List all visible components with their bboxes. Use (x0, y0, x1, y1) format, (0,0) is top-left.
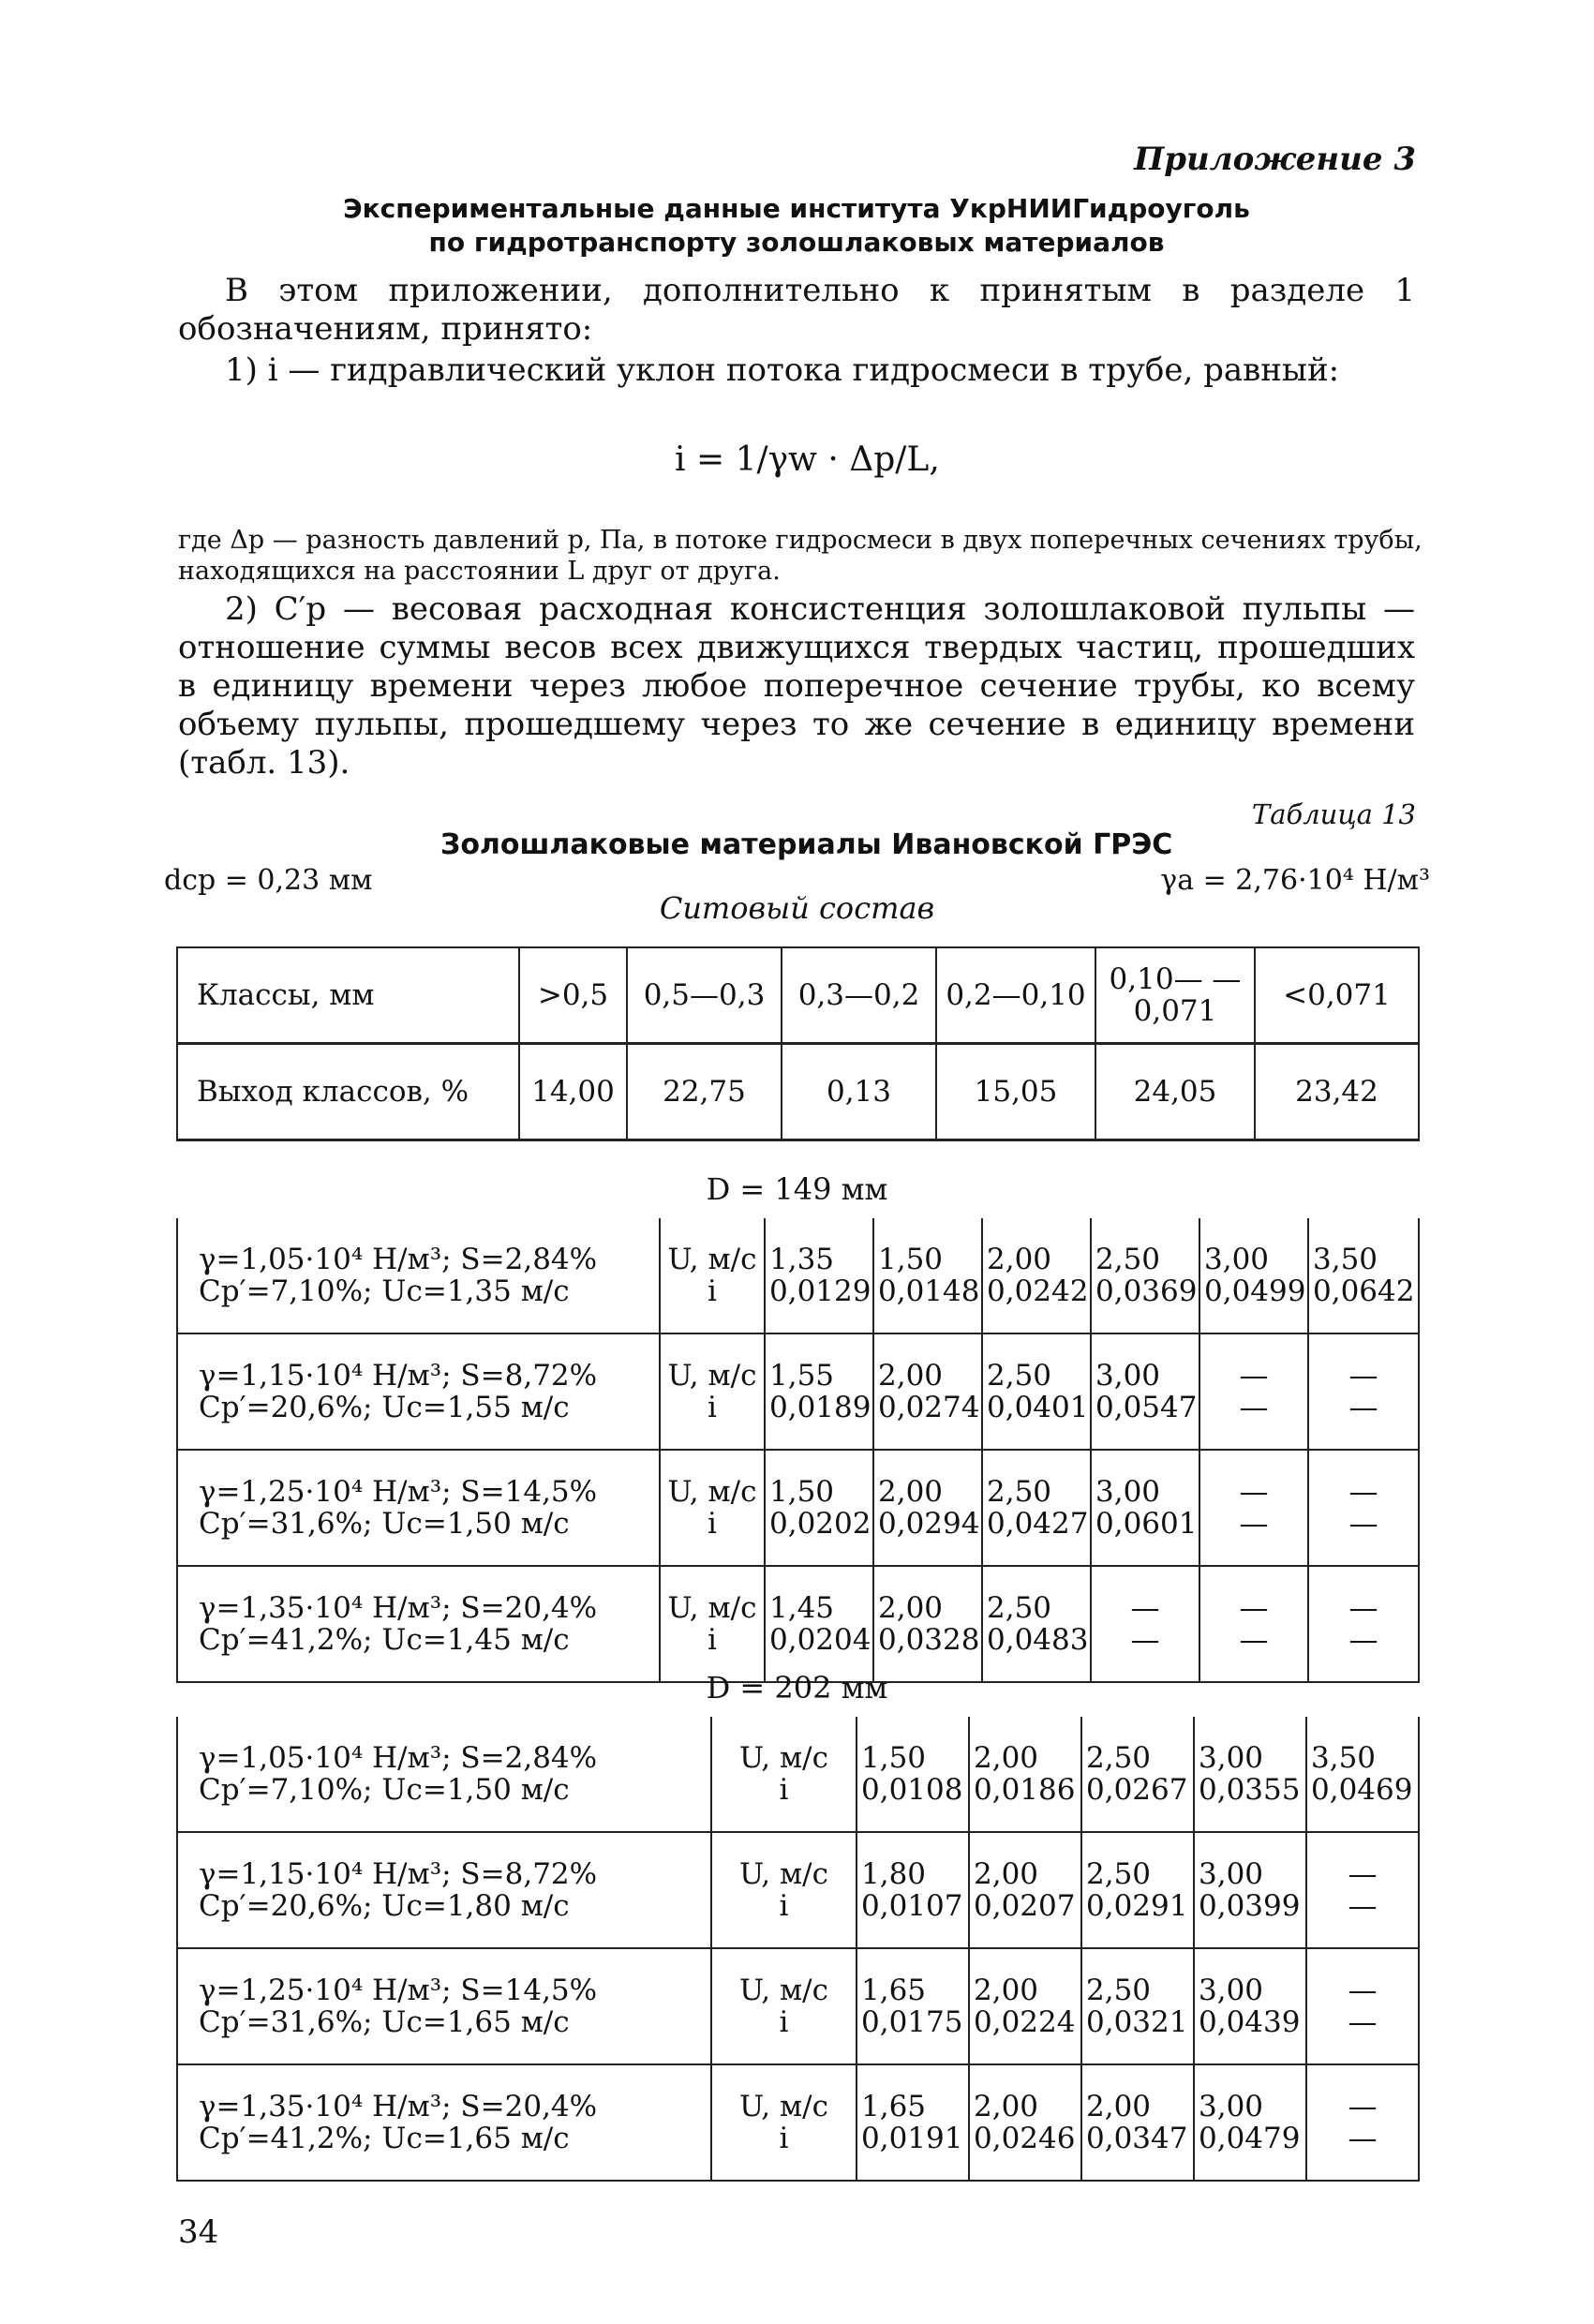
cell-line: 0,0204 (769, 1623, 871, 1657)
cell-line: U, м/с (739, 1974, 828, 2007)
data-row (177, 1832, 1419, 1948)
table-cell (1308, 1218, 1419, 1333)
cell-line: — (1239, 1623, 1269, 1657)
cell-line: U, м/с (739, 1741, 828, 1775)
table-cell (660, 1218, 765, 1333)
table-cell (873, 1450, 982, 1566)
table-cell (1091, 1450, 1199, 1566)
cell-line: i (779, 1773, 789, 1807)
table-cell: 0,3—0,2 (782, 947, 936, 1044)
table-cell (660, 1333, 765, 1450)
cell-line: 0,0107 (861, 1889, 963, 1923)
cell-line: 0,0601 (1095, 1507, 1198, 1541)
cell-line: U, м/с (739, 1857, 828, 1891)
table-cell: 0,5—0,3 (627, 947, 782, 1044)
cell-line: i (708, 1274, 717, 1308)
sieve-row-yield (177, 1044, 1419, 1140)
cell-line: 1,65 (861, 2090, 927, 2123)
cell-line: 0,0246 (974, 2122, 1076, 2155)
specific-weight: γа = 2,76·10⁴ Н/м³ (1160, 864, 1430, 897)
cell-line: — (1348, 2090, 1378, 2123)
cell-line: 0,0224 (974, 2005, 1076, 2039)
definition-1: 1) i — гидравлический уклон потока гидросмеси в трубе, равный: (225, 351, 1340, 389)
table-cell (177, 2064, 711, 2181)
table-cell: 15,05 (936, 1044, 1095, 1140)
definition-2: 2) C′p — весовая расходная консистенция золошлаковой пульпы — отношение суммы весов всех движущихся твердых частиц, прошедших в единицу времени через любое поперечное сечение трубы, ко всему объему пульпы, прошедшему через то же сечение в единицу времени (табл. 13). (178, 590, 1415, 782)
cell-line: — (1348, 1475, 1378, 1509)
cell-line: 0,0294 (878, 1507, 980, 1541)
cell-line: 1,50 (878, 1243, 944, 1276)
table-cell (873, 1333, 982, 1450)
cell-line: 0,0129 (769, 1274, 871, 1308)
cell-line: U, м/с (667, 1591, 757, 1625)
table-cell (982, 1566, 1091, 1682)
cell-line: 3,00 (1199, 1857, 1264, 1891)
appendix-label: Приложение 3 (1134, 141, 1416, 178)
cell-line: 0,0191 (861, 2122, 963, 2155)
table-cell (1194, 1717, 1306, 1832)
cell-line: 2,50 (987, 1591, 1052, 1625)
cell-line: 1,50 (861, 1741, 927, 1775)
cell-line: 0,0483 (987, 1623, 1089, 1657)
table-cell (177, 1450, 660, 1566)
table-cell (969, 1717, 1081, 1832)
table-cell (857, 2064, 969, 2181)
cell-line: 0,0401 (987, 1391, 1089, 1424)
cell-line: Cр′=20,6%; Uс=1,55 м/с (199, 1391, 570, 1424)
cell-line: U, м/с (667, 1475, 757, 1509)
table-cell (711, 1832, 857, 1948)
cell-line: i (708, 1623, 717, 1657)
cell-line: Cр′=41,2%; Uс=1,45 м/с (199, 1623, 570, 1657)
table-cell (857, 1948, 969, 2064)
table-cell (1081, 1948, 1194, 2064)
table-cell (177, 1832, 711, 1948)
cell-line: i (779, 2005, 789, 2039)
cell-line: i (779, 2122, 789, 2155)
cell-line: 2,00 (974, 1741, 1039, 1775)
cell-line: — (1348, 1359, 1378, 1393)
cell-line: — (1348, 2122, 1378, 2155)
table-cell (660, 1450, 765, 1566)
cell-line: — (1348, 2005, 1378, 2039)
cell-line: γ=1,25·10⁴ Н/м³; S=14,5% (199, 1974, 598, 2007)
cell-line: 2,50 (987, 1475, 1052, 1509)
table-cell (765, 1218, 873, 1333)
cell-line: 2,00 (1086, 2090, 1152, 2123)
cell-line: Cр′=41,2%; Uс=1,65 м/с (199, 2122, 570, 2155)
table-cell (982, 1333, 1091, 1450)
d202-table (176, 1717, 1420, 2182)
table-cell: 24,05 (1095, 1044, 1255, 1140)
cell-line: γ=1,35·10⁴ Н/м³; S=20,4% (199, 2090, 598, 2123)
d202-label: D = 202 мм (706, 1670, 888, 1706)
table-cell (1091, 1333, 1199, 1450)
cell-line: Cр′=7,10%; Uс=1,50 м/с (199, 1773, 570, 1807)
cell-line: 0,0274 (878, 1391, 980, 1424)
table-cell (711, 1948, 857, 2064)
table-cell (1081, 1717, 1194, 1832)
data-row (177, 1948, 1419, 2064)
cell-line: 0,0547 (1095, 1391, 1198, 1424)
cell-line: 0,0328 (878, 1623, 980, 1657)
table-cell (982, 1450, 1091, 1566)
cell-line: γ=1,05·10⁴ Н/м³; S=2,84% (199, 1741, 598, 1775)
table-cell (177, 1717, 711, 1832)
cell-line: 3,00 (1199, 1974, 1264, 2007)
cell-line: — (1348, 1857, 1378, 1891)
cell-line: 0,0347 (1086, 2122, 1188, 2155)
page-number: 34 (178, 2213, 219, 2251)
cell-line: 0,0175 (861, 2005, 963, 2039)
table-title: Золошлаковые материалы Ивановской ГРЭС (440, 828, 1173, 861)
cell-line: 0,0499 (1204, 1274, 1306, 1308)
cell-line: — (1130, 1623, 1160, 1657)
cell-line: 0,0186 (974, 1773, 1076, 1807)
table-cell (1194, 1948, 1306, 2064)
cell-line: U, м/с (667, 1243, 757, 1276)
table-cell: 0,2—0,10 (936, 947, 1095, 1044)
cell-line: — (1348, 1507, 1378, 1541)
cell-line: U, м/с (739, 2090, 828, 2123)
table-cell (660, 1566, 765, 1682)
cell-line: 2,00 (878, 1359, 944, 1393)
table-cell (177, 1948, 711, 2064)
cell-line: 2,00 (878, 1591, 944, 1625)
table-cell (765, 1333, 873, 1450)
cell-line: 0,0642 (1313, 1274, 1415, 1308)
cell-line: 1,55 (769, 1359, 835, 1393)
cell-line: γ=1,35·10⁴ Н/м³; S=20,4% (199, 1591, 598, 1625)
document-title (187, 192, 1406, 260)
cell-line: — (1348, 1591, 1378, 1625)
cell-line: 2,00 (878, 1475, 944, 1509)
table-cell (1306, 1948, 1419, 2064)
cell-line: 1,35 (769, 1243, 835, 1276)
table-cell (1199, 1450, 1308, 1566)
cell-line: 2,00 (974, 1857, 1039, 1891)
cell-line: Cр′=31,6%; Uс=1,50 м/с (199, 1507, 570, 1541)
data-row (177, 2064, 1419, 2181)
cell-line: 0,0479 (1199, 2122, 1301, 2155)
cell-line: 2,50 (1086, 1857, 1152, 1891)
data-row (177, 1218, 1419, 1333)
table-cell (1194, 2064, 1306, 2181)
cell-line: — (1239, 1391, 1269, 1424)
table-cell (857, 1717, 969, 1832)
cell-line: 2,50 (1095, 1243, 1161, 1276)
table-cell (969, 1832, 1081, 1948)
cell-line: γ=1,15·10⁴ Н/м³; S=8,72% (199, 1359, 598, 1393)
cell-line: — (1130, 1591, 1160, 1625)
cell-line: 0,0355 (1199, 1773, 1301, 1807)
title-line-2: по гидротранспорту золошлаковых материалов (428, 227, 1165, 258)
cell-line: γ=1,05·10⁴ Н/м³; S=2,84% (199, 1243, 598, 1276)
table-cell (982, 1218, 1091, 1333)
cell-line: 2,00 (987, 1243, 1052, 1276)
d149-label: D = 149 мм (706, 1171, 888, 1207)
title-line-1: Экспериментальные данные института УкрНИИГидроуголь (343, 193, 1250, 224)
table-cell: 0,10— —0,071 (1095, 947, 1255, 1044)
table-cell (1081, 2064, 1194, 2181)
cell-line: — (1348, 1391, 1378, 1424)
table-cell: >0,5 (519, 947, 627, 1044)
cell-line: 2,50 (1086, 1974, 1152, 2007)
table-cell (1308, 1566, 1419, 1682)
table-cell (969, 2064, 1081, 2181)
cell-line: 1,50 (769, 1475, 835, 1509)
data-row (177, 1717, 1419, 1832)
table-cell (873, 1218, 982, 1333)
table-cell: Выход классов, % (177, 1044, 519, 1140)
cell-line: 0,0439 (1199, 2005, 1301, 2039)
cell-line: i (708, 1507, 717, 1541)
table-cell: 22,75 (627, 1044, 782, 1140)
table-cell: Классы, мм (177, 947, 519, 1044)
cell-line: 2,00 (974, 2090, 1039, 2123)
table-cell (873, 1566, 982, 1682)
cell-line: 1,65 (861, 1974, 927, 2007)
cell-line: 2,00 (974, 1974, 1039, 2007)
table-cell (177, 1566, 660, 1682)
cell-line: γ=1,15·10⁴ Н/м³; S=8,72% (199, 1857, 598, 1891)
table-cell (1091, 1218, 1199, 1333)
table-cell (177, 1218, 660, 1333)
table-cell (857, 1832, 969, 1948)
cell-line: 0,0399 (1199, 1889, 1301, 1923)
cell-line: 3,50 (1313, 1243, 1378, 1276)
cell-line: Cр′=20,6%; Uс=1,80 м/с (199, 1889, 570, 1923)
data-row (177, 1333, 1419, 1450)
sieve-table (176, 946, 1420, 1141)
cell-line: Cр′=7,10%; Uс=1,35 м/с (199, 1274, 570, 1308)
sieve-subtitle: Ситовый состав (659, 890, 935, 926)
cell-line: 0,0369 (1095, 1274, 1198, 1308)
cell-line: 3,00 (1199, 2090, 1264, 2123)
mean-diameter: dср = 0,23 мм (164, 864, 373, 897)
cell-line: — (1239, 1475, 1269, 1509)
formula: i = 1/γw · Δp/L, (675, 440, 940, 479)
cell-line: U, м/с (667, 1359, 757, 1393)
cell-line: 1,45 (769, 1591, 835, 1625)
cell-line: 0,0202 (769, 1507, 871, 1541)
cell-line: i (708, 1391, 717, 1424)
cell-line: 3,00 (1204, 1243, 1270, 1276)
cell-line: — (1348, 1889, 1378, 1923)
cell-line: 3,50 (1311, 1741, 1377, 1775)
table-cell: 23,42 (1255, 1044, 1419, 1140)
cell-line: 0,0242 (987, 1274, 1089, 1308)
table-cell: <0,071 (1255, 947, 1419, 1044)
cell-line: 0,0469 (1311, 1773, 1413, 1807)
cell-line: 0,0267 (1086, 1773, 1188, 1807)
table-cell (1199, 1333, 1308, 1450)
table-cell (969, 1948, 1081, 2064)
table-cell (1306, 2064, 1419, 2181)
cell-line: 2,50 (1086, 1741, 1152, 1775)
formula-explanation: где Δp — разность давлений p, Па, в потоке гидросмеси в двух поперечных сечениях трубы, находящихся на расстоянии L друг от друга. (178, 526, 1423, 586)
cell-line: 0,0207 (974, 1889, 1076, 1923)
table-cell (1081, 1832, 1194, 1948)
cell-line: 3,00 (1095, 1359, 1161, 1393)
table-cell (1308, 1450, 1419, 1566)
cell-line: 0,0291 (1086, 1889, 1188, 1923)
data-row (177, 1450, 1419, 1566)
cell-line: — (1348, 1623, 1378, 1657)
cell-line: 0,0108 (861, 1773, 963, 1807)
cell-line: 0,0427 (987, 1507, 1089, 1541)
sieve-row-classes (177, 947, 1419, 1044)
table-cell (1199, 1218, 1308, 1333)
table-cell (765, 1566, 873, 1682)
table-cell (177, 1333, 660, 1450)
cell-line: γ=1,25·10⁴ Н/м³; S=14,5% (199, 1475, 598, 1509)
cell-line: — (1348, 1974, 1378, 2007)
table-cell: 14,00 (519, 1044, 627, 1140)
table-cell (765, 1450, 873, 1566)
cell-line: 0,0189 (769, 1391, 871, 1424)
cell-line: i (779, 1889, 789, 1923)
cell-line: — (1239, 1591, 1269, 1625)
table-cell (1306, 1832, 1419, 1948)
d149-table (176, 1218, 1420, 1683)
cell-line: 3,00 (1095, 1475, 1161, 1509)
table-cell (1308, 1333, 1419, 1450)
cell-line: 2,50 (987, 1359, 1052, 1393)
table-cell (1306, 1717, 1419, 1832)
cell-line: — (1239, 1359, 1269, 1393)
table-cell: 0,13 (782, 1044, 936, 1140)
table-cell (711, 1717, 857, 1832)
cell-line: Cр′=31,6%; Uс=1,65 м/с (199, 2005, 570, 2039)
cell-line: 1,80 (861, 1857, 927, 1891)
table-number: Таблица 13 (1251, 798, 1416, 830)
table-cell (1194, 1832, 1306, 1948)
cell-line: 3,00 (1199, 1741, 1264, 1775)
table-cell (711, 2064, 857, 2181)
table-cell (1091, 1566, 1199, 1682)
cell-line: 0,0148 (878, 1274, 980, 1308)
table-cell (1199, 1566, 1308, 1682)
data-row (177, 1566, 1419, 1682)
cell-line: — (1239, 1507, 1269, 1541)
cell-line: 0,0321 (1086, 2005, 1188, 2039)
intro-paragraph: В этом приложении, дополнительно к принятым в разделе 1 обозначениям, принято: (178, 272, 1415, 348)
